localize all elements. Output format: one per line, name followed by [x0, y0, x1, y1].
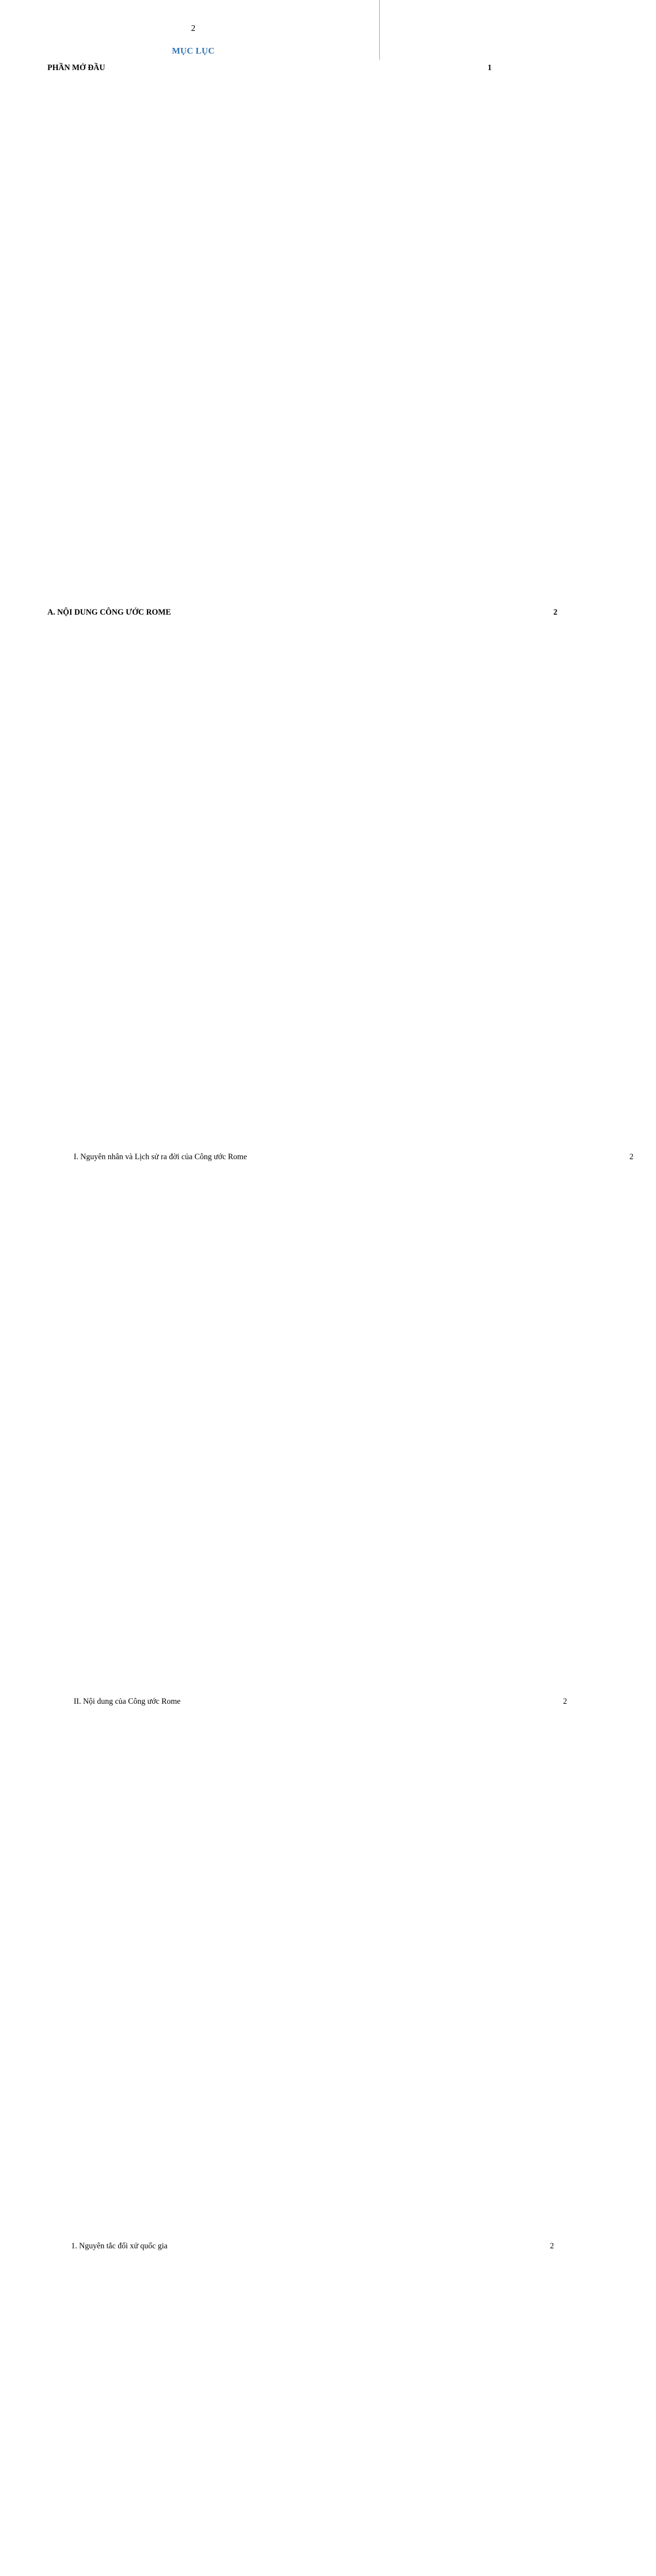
toc-entry-label: II. Nội dung của Công ước Rome [74, 1697, 181, 1706]
table-of-contents [47, 60, 634, 2576]
page-folio-number: 2 [191, 23, 196, 33]
toc-entry-page-number: 1 [105, 60, 492, 604]
page-title: MỤC LỤC [172, 46, 215, 56]
toc-entry[interactable] [47, 1149, 634, 1693]
toc-entry[interactable] [47, 2238, 554, 2576]
toc-entry-label: PHẦN MỞ ĐẦU [47, 63, 105, 72]
toc-entry-page-number: 2 [167, 2238, 554, 2576]
toc-entry[interactable] [47, 60, 492, 604]
toc-entry-label: A. NỘI DUNG CÔNG ƯỚC ROME [47, 608, 171, 617]
toc-entry-page-number: 2 [247, 1149, 633, 1693]
toc-entry-label: I. Nguyên nhân và Lịch sử ra đời của Công ước Rome [74, 1153, 247, 1161]
toc-entry-page-number: 2 [171, 604, 558, 1149]
toc-entry[interactable] [47, 604, 558, 1149]
toc-entry-label: 1. Nguyên tắc đối xử quốc gia [71, 2242, 168, 2250]
toc-entry[interactable] [47, 1693, 567, 2238]
toc-entry-page-number: 2 [180, 1693, 567, 2238]
